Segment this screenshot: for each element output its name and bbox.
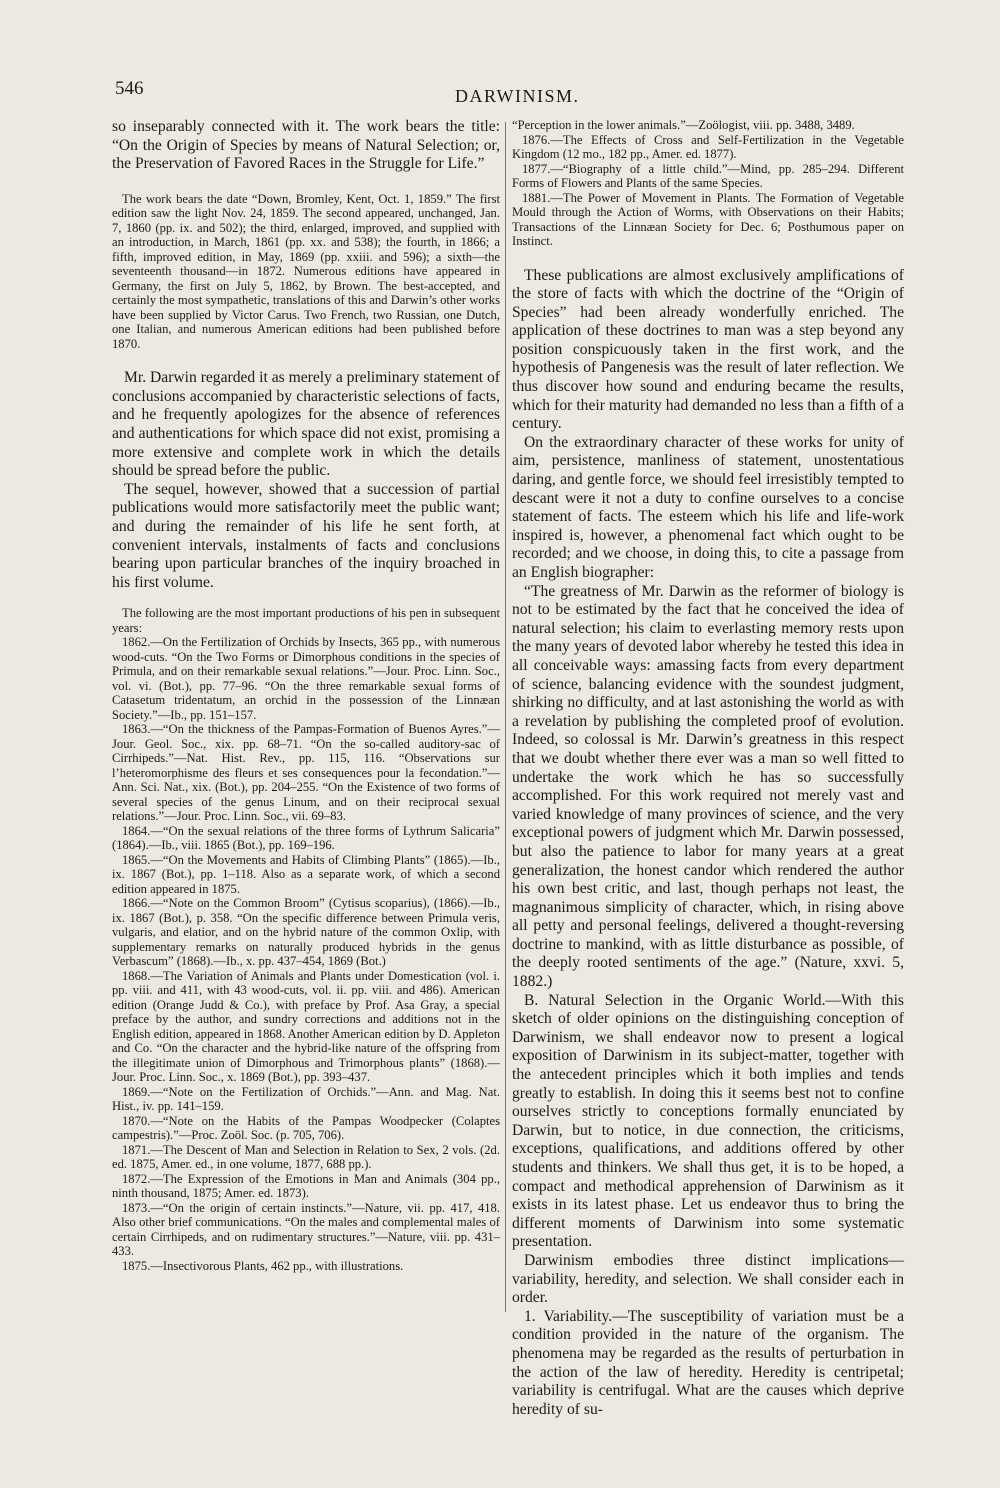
paragraph: 1881.—The Power of Movement in Plants. The Formation of Vegetable Mould through the Action of Worms, with Observations on their Habits; Transactions of the Linnæan Society for Dec. 6; Posthumous paper on Instinct.	[512, 190, 904, 248]
spacer	[112, 592, 500, 606]
column-divider	[505, 122, 506, 1312]
paragraph: Darwinism embodies three distinct implications—variability, heredity, and selection. We shall consider each in order.	[512, 1251, 904, 1307]
paragraph: The work bears the date “Down, Bromley, Kent, Oct. 1, 1859.” The first edition saw the light Nov. 24, 1859. The second appeared, unchanged, Jan. 7, 1860 (pp. ix. and 502); the third, enlarged, improved, and supplied with an introduction, in March, 1861 (pp. xx. and 538); the fourth, in 1866; a fifth, improved edition, in May, 1869 (pp. xxiii. and 596); a sixth—the seventeenth thousand—in 1872. Numerous editions have appeared in Germany, the first on July 5, 1862, by Brown. The best-accepted, and certainly the most sympathetic, translations of this and Darwin’s other works have been supplied by Victor Carus. Two French, two Russian, one Dutch, one Italian, and numerous American editions had been published before 1870.	[112, 191, 500, 351]
page-number: 546	[115, 78, 144, 99]
paragraph: 1. Variability.—The susceptibility of variation must be a condition provided in the nature of the organism. The phenomena may be regarded as the results of perturbation in the action of the law of heredity. Heredity is centripetal; variability is centrifugal. What are the causes which deprive heredity of su-	[512, 1307, 904, 1418]
paragraph: “The greatness of Mr. Darwin as the reformer of biology is not to be estimated by the fact that he conceived the idea of natural selection; his claim to everlasting memory rests upon the many years of devoted labor whereby he tested this idea in all conceivable ways: amassing facts from every department of science, balancing evidence with the soundest judgment, shirking no difficulty, and at last astonishing the world as with a revelation by publishing the completed proof of evolution. Indeed, so colossal is Mr. Darwin’s greatness in this respect that we doubt whether there ever was a man so well fitted to undertake the work which he has so successfully accomplished. For this work required not merely vast and varied knowledge of many provinces of science, and the very exceptional powers of judgment which Mr. Darwin possessed, but also the patience to labor for many years at a great generalization, the honest candor which rendered the author his own best critic, and last, though perhaps not least, the magnanimous simplicity of character, which, in rising above all petty and personal feelings, delivered a thought-reversing doctrine to mankind, with as little disturbance as possible, of the deeply rooted sentiments of the age.” (Nature, xxvi. 5, 1882.)	[512, 582, 904, 991]
paragraph: Mr. Darwin regarded it as merely a preliminary statement of conclusions accompanied by characteristic selections of facts, and he frequently apologizes for the absence of references and authentications for which space did not exist, promising a more extensive and complete work in which the details should be spread before the public.	[112, 369, 500, 480]
paragraph: 1873.—“On the origin of certain instincts.”—Nature, vii. pp. 417, 418. Also other brief communications. “On the males and complemental males of certain Cirrhipeds, and on rudimentary structures.”—Nature, viii. pp. 431–433.	[112, 1200, 500, 1259]
left-column	[112, 118, 500, 1273]
paragraph: 1869.—“Note on the Fertilization of Orchids.”—Ann. and Mag. Nat. Hist., iv. pp. 141–159.	[112, 1084, 500, 1114]
paragraph: 1872.—The Expression of the Emotions in Man and Animals (304 pp., ninth thousand, 1875; Amer. ed. 1873).	[112, 1171, 500, 1201]
spacer	[112, 174, 500, 192]
paragraph: 1876.—The Effects of Cross and Self-Fertilization in the Vegetable Kingdom (12 mo., 182 pp., Amer. ed. 1877).	[512, 132, 904, 161]
paragraph: 1871.—The Descent of Man and Selection in Relation to Sex, 2 vols. (2d. ed. 1875, Amer. ed., in one volume, 1877, 688 pp.).	[112, 1142, 500, 1172]
paragraph: On the extraordinary character of these works for unity of aim, persistence, manliness of statement, unostentatious daring, and gentle force, we should feel irresistibly tempted to descant were it not a duty to confine ourselves to a concise statement of facts. The esteem which his life and life-work inspired is, however, a phenomenal fact which ought to be recorded; and we choose, in doing this, to cite a passage from an English biographer:	[512, 433, 904, 581]
paragraph: 1877.—“Biography of a little child.”—Mind, pp. 285–294. Different Forms of Flowers and Plants of the same Species.	[512, 161, 904, 190]
paragraph: 1865.—“On the Movements and Habits of Climbing Plants” (1865).—Ib., ix. 1867 (Bot.), pp. 1–118. Also as a separate work, of which a second edition appeared in 1875.	[112, 852, 500, 896]
paragraph: 1863.—“On the thickness of the Pampas-Formation of Buenos Ayres.”—Jour. Geol. Soc., xix. pp. 68–71. “On the so-called auditory-sac of Cirrhipeds.”—Nat. Hist. Rev., pp. 115, 116. “Observations sur l’heteromorphisme des fleurs et ses consequences pour la fecondation.”—Ann. Sci. Nat., xix. (Bot.), pp. 204–255. “On the Existence of two forms of several species of the genus Linum, and on their reciprocal sexual relations.”—Jour. Proc. Linn. Soc., vii. 69–83.	[112, 722, 500, 824]
paragraph: These publications are almost exclusively amplifications of the store of facts with which the doctrine of the “Origin of Species” had been already wonderfully enriched. The application of these doctrines to man was a step beyond any position conspicuously taken in the first work, and the hypothesis of Pangenesis was the result of later reflection. We thus discover how sound and enduring became the results, which for their maturity had demanded no less than a fifth of a century.	[512, 266, 904, 433]
right-column	[512, 118, 904, 1419]
paragraph: 1870.—“Note on the Habits of the Pampas Woodpecker (Colaptes campestris).”—Proc. Zoöl. Soc. (p. 705, 706).	[112, 1113, 500, 1143]
paragraph: B. Natural Selection in the Organic World.—With this sketch of older opinions on the distinguishing conception of Darwinism, we shall endeavor now to present a logical exposition of Darwinism in its subject-matter, together with the antecedent principles which it both implies and tends greatly to establish. In doing this it seems best not to confine ourselves strictly to conceptions formally enunciated by Darwin, but to notice, in due connection, the criticisms, exceptions, qualifications, and additions offered by other students and thinkers. We shall thus get, it is to be hoped, a compact and methodical apprehension of Darwinism as it exists in its latest phase. Let us endeavor thus to bring the different moments of Darwinism into some systematic presentation.	[512, 991, 904, 1251]
paragraph: 1862.—On the Fertilization of Orchids by Insects, 365 pp., with numerous wood-cuts. “On the Two Forms or Dimorphous conditions in the species of Primula, and on their remarkable sexual relations.”—Jour. Proc. Linn. Soc., vol. vi. (Bot.), pp. 77–96. “On the three remarkable sexual forms of Catasetum tridentatum, an orchid in the possession of the Linnæan Society.”—Ib., pp. 151–157.	[112, 635, 500, 722]
paragraph: 1866.—“Note on the Common Broom” (Cytisus scoparius), (1866).—Ib., ix. 1867 (Bot.), p. 358. “On the specific difference between Primula veris, vulgaris, and elatior, and on the hybrid nature of the common Oxlip, with supplementary remarks on naturally produced hybrids in the genus Verbascum” (1868).—Ib., x. pp. 437–454, 1869 (Bot.)	[112, 896, 500, 969]
paragraph: so inseparably connected with it. The work bears the title: “On the Origin of Species by means of Natural Selection; or, the Preservation of Favored Races in the Struggle for Life.”	[112, 118, 500, 173]
running-title: DARWINISM.	[455, 86, 580, 106]
paragraph: “Perception in the lower animals.”—Zoölogist, viii. pp. 3488, 3489.	[512, 118, 855, 132]
paragraph: 1868.—The Variation of Animals and Plants under Domestication (vol. i. pp. viii. and 411, with 43 wood-cuts, vol. ii. pp. viii. and 486). American edition (Orange Judd & Co.), with preface by Prof. Asa Gray, a special preface by the author, and sundry corrections and additions not in the English edition, appeared in 1868. Another American edition by D. Appleton and Co. “On the character and the hybrid-like nature of the offspring from the illegitimate union of Dimorphous and Trimorphous plants” (1868).—Jour. Proc. Linn. Soc., x. 1869 (Bot.), pp. 393–437.	[112, 968, 500, 1085]
paragraph: 1864.—“On the sexual relations of the three forms of Lythrum Salicaria” (1864).—Ib., viii. 1865 (Bot.), pp. 169–196.	[112, 823, 500, 853]
spacer	[512, 249, 904, 267]
paragraph: The following are the most important productions of his pen in subsequent years:	[112, 606, 500, 635]
spacer	[112, 351, 500, 369]
paragraph: The sequel, however, showed that a succession of partial publications would more satisfactorily meet the public want; and during the remainder of his life he sent forth, at convenient intervals, instalments of facts and conclusions bearing upon particular branches of the inquiry broached in his first volume.	[112, 480, 500, 591]
paragraph: 1875.—Insectivorous Plants, 462 pp., with illustrations.	[122, 1258, 404, 1273]
